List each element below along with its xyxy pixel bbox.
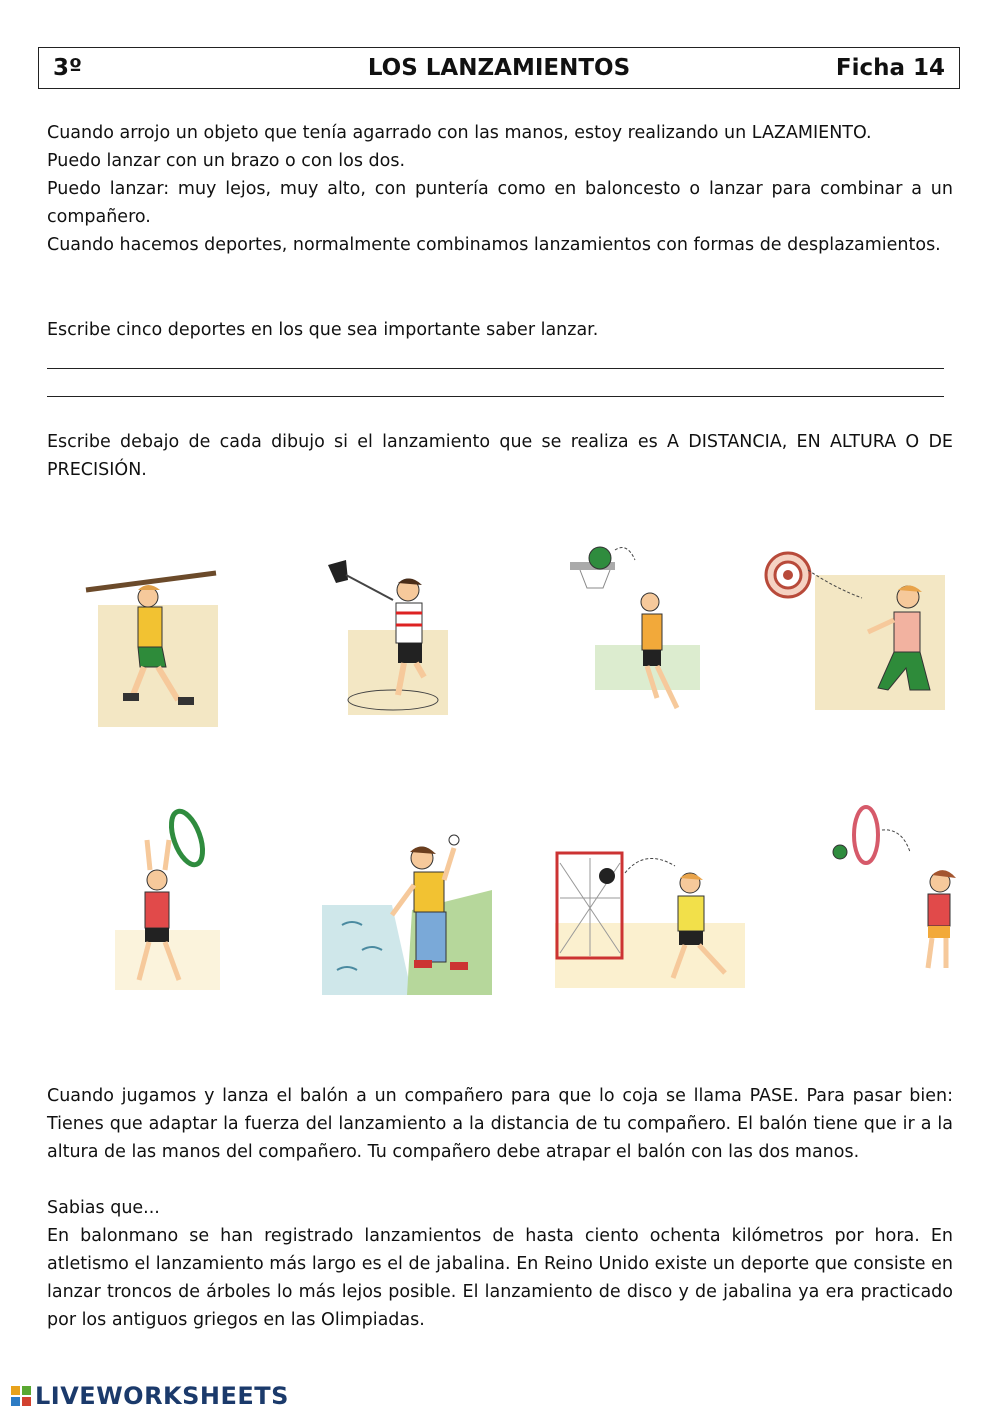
answer-line-2[interactable] [47,396,944,397]
intro-line-1: Cuando arrojo un objeto que tenía agarrado con las manos, estoy realizando un LAZAMIENTO. [47,123,872,143]
intro-line-3: Puedo lanzar: muy lejos, muy alto, con puntería como en baloncesto o lanzar para combinar a un compañero. [47,179,953,227]
intro-text [47,119,953,259]
sheet-number: Ficha 14 [835,55,945,81]
page-title: LOS LANZAMIENTOS [367,55,631,81]
hammer-throw-illustration [318,545,448,720]
liveworksheets-logo[interactable] [10,1383,289,1409]
exercise2-prompt-text: Escribe debajo de cada dibujo si el lanzamiento que se realiza es A DISTANCIA, EN ALTURA O DE PRECISIÓN. [47,432,953,480]
target-throw-illustration [760,540,945,710]
did-you-know-section [47,1194,953,1334]
grade-label: 3º [53,55,82,81]
exercise1-prompt-text: Escribe cinco deportes en los que sea importante saber lanzar. [47,320,599,340]
answer-line-1[interactable] [47,368,944,369]
pass-text: Cuando jugamos y lanza el balón a un compañero para que lo coja se llama PASE. Para pasar bien: Tienes que adaptar la fuerza del lanzamiento a la distancia de tu compañero. El balón tiene que ir a la altura de las manos del compañero. Tu compañero debe atrapar el balón con las dos manos. [47,1086,953,1162]
intro-line-4: Cuando hacemos deportes, normalmente combinamos lanzamientos con formas de desplazamientos. [47,235,941,255]
exercise2-prompt [47,428,953,484]
intro-line-2: Puedo lanzar con un brazo o con los dos. [47,151,406,171]
basketball-shot-illustration [565,540,700,715]
header-box [38,47,960,89]
pass-paragraph [47,1082,953,1166]
javelin-throw-illustration [78,545,228,730]
ball-through-hoop-illustration [822,800,967,980]
did-you-know-text: En balonmano se han registrado lanzamientos de hasta ciento ochenta kilómetros por hora. En atletismo el lanzamiento más largo es el de jabalina. En Reino Unido existe un deporte que consiste en lanzar troncos de árboles lo más lejos posible. El lanzamiento de disco y de jabalina ya era practicado por los antiguos griegos en las Olimpiadas. [47,1226,953,1330]
handball-goal-shot-illustration [555,838,745,988]
stone-throw-water-illustration [322,830,492,995]
ring-throw-up-illustration [105,790,220,995]
liveworksheets-logo-text: LIVEWORKSHEETS [35,1382,289,1410]
liveworksheets-logo-icon [10,1385,32,1407]
did-you-know-heading: Sabias que... [47,1198,160,1218]
exercise1-prompt [47,316,953,344]
